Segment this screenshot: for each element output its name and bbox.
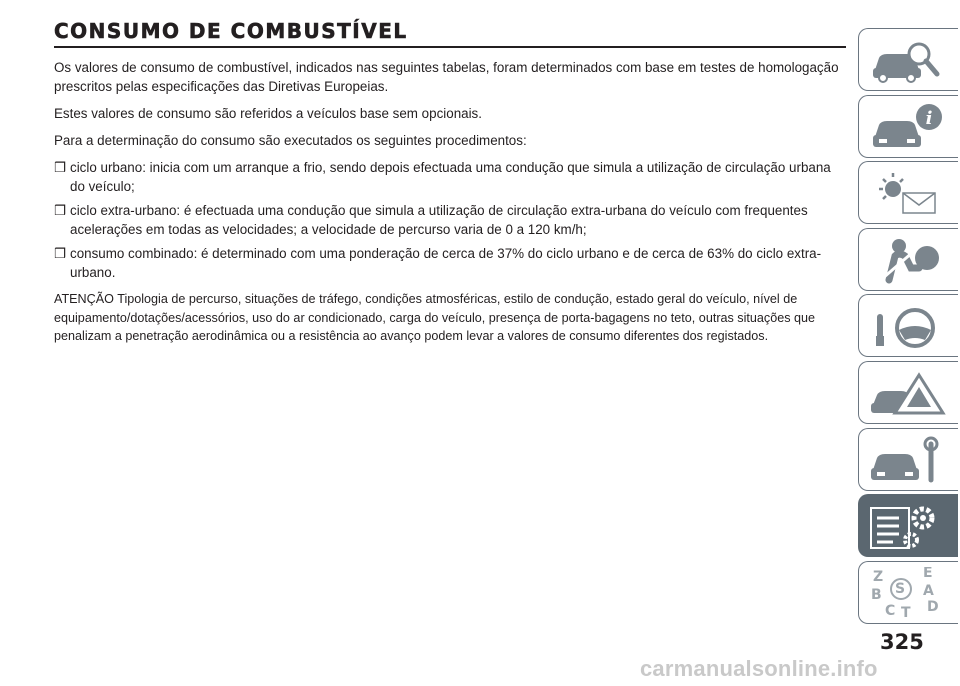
watermark: carmanualsonline.info [640,656,878,681]
steering-wheel-icon [869,300,949,352]
tab-car-maintenance[interactable] [858,428,958,491]
page-number: 325 [880,630,924,654]
list-item [54,201,844,239]
index-letter: C [885,602,896,619]
tab-warning-lights[interactable] [858,161,958,224]
index-letter: A [923,582,934,599]
tab-car-emergency[interactable] [858,361,958,424]
index-letter: Z [873,568,884,585]
list-item-text: consumo combinado: é determinado com uma ponderação de cerca de 37% do ciclo urbano e de cerca de 63% do ciclo extra-urbano. [70,246,822,280]
checkbox-bullet-icon: ❒ [54,160,67,175]
alphabet-index-icon [869,567,949,619]
list-item-text: ciclo urbano: inicia com um arranque a frio, sendo depois efectuada uma condução que simula a utilização de circulação urbana do veículo; [70,160,831,194]
index-letter: E [923,566,933,581]
checkbox-bullet-icon: ❒ [54,203,67,218]
page-title: CONSUMO DE COMBUSTÍVEL [54,19,408,43]
attention-note: ATENÇÃO Tipologia de percurso, situações de tráfego, condições atmosféricas, estilo de condução, estado geral do veículo, nível de equipamento/dotações/acessórios, uso do ar condicionado, carga do veículo, presença de porta-bagagens no teto, outras situações que penalizam a penetração aerodinâmica ou a resistência ao avanço podem levar a valores de consumo diferentes dos registados. [54,292,816,343]
car-search-icon [869,34,949,86]
warning-lights-icon [869,167,949,219]
tab-car-search[interactable] [858,28,958,91]
tab-alphabet-index[interactable] [858,561,958,624]
list-item-text: ciclo extra-urbano: é efectuada uma condução que simula a utilização de circulação extra-urbana do veículo com frequentes acelerações em todas as velocidades; a velocidade de percurso varia de 0 a 120 km/h; [70,203,808,237]
list-item [54,158,844,196]
index-letter: D [927,598,939,615]
paragraph: Estes valores de consumo são referidos a veículos base sem opcionais. [54,106,482,121]
paragraph: Os valores de consumo de combustível, indicados nas seguintes tabelas, foram determinados com base em testes de homologação prescritos pelas especificações das Diretivas Europeias. [54,60,839,94]
tab-car-info[interactable] [858,95,958,158]
index-letter: B [871,586,882,603]
svg-text:i: i [925,107,933,129]
checkbox-bullet-icon: ❒ [54,246,67,261]
car-maintenance-icon [869,434,949,486]
car-emergency-icon [869,367,949,419]
index-letter: T [901,604,911,619]
specs-gear-icon [869,500,949,552]
airbag-safety-icon [869,234,949,286]
page-content [54,18,844,346]
tab-airbag-safety[interactable] [858,228,958,291]
index-letter: S [895,580,906,597]
paragraph: Para a determinação do consumo são executados os seguintes procedimentos: [54,133,527,148]
title-rule [54,46,846,48]
tab-steering-wheel[interactable] [858,294,958,357]
tab-specs[interactable] [858,494,958,557]
list-item [54,244,844,282]
chapter-tabs [858,28,960,627]
car-info-icon [869,101,949,153]
